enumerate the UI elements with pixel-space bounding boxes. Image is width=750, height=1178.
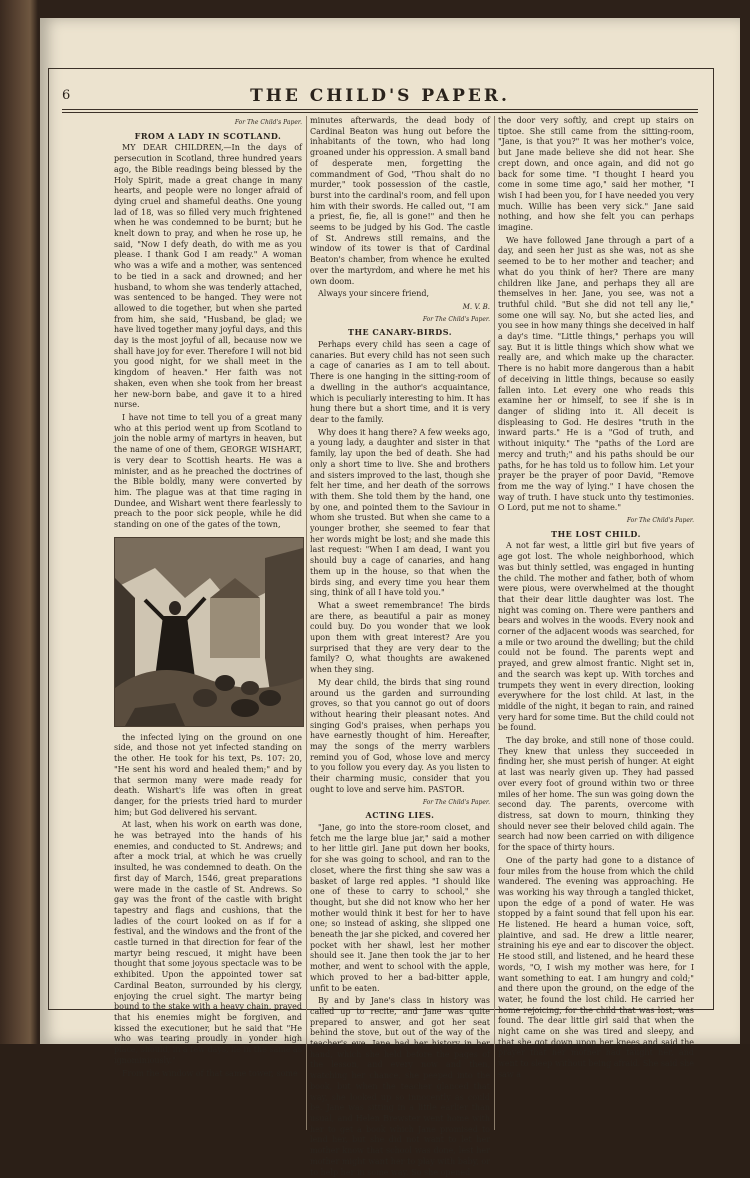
paragraph: I have not time to tell you of a great many who at this period went up from Scotland to join the noble army of martyrs in heaven, but the name of one of them, GEORGE WISHART, is very dear to Scottish hearts. He was a minister, and as he preached the doctrines of the Bible boldly, many were converted by him. The plague was at that time raging in Dundee, and Wishart went there fearlessly to preach to the poor sick people, while he did standing on one of the gates of the town, (114, 412, 302, 530)
paragraph: What a sweet remembrance! The birds are there, as beautiful a pair as money could buy. Do you wonder that we look upon them with great interest? Are you surprised that they are very dear to the family? O, what thoughts are awakened when they sing. (310, 600, 490, 675)
column-right (498, 116, 694, 1130)
credit-line: For The Child's Paper. (422, 315, 490, 323)
martyr-engraving (114, 537, 304, 727)
header-rule (62, 109, 698, 110)
paragraph: We have followed Jane through a part of a day, and seen her just as she was, not as she seemed to be to her mother and teacher; and what do you think of her? There are many children like Jane, and perhaps they all are themselves in her. Jane, you see, was not a truthful child. "But she did not tell any lie," some one will say. No, but she acted lies, and you see in how many things she deceived in half a day's time. "Little things," perhaps you will say. But it is little things which show what we really are, and which make up the character. There is no habit more dangerous than a habit of deceiving in little things, because so easily fallen into. Let every one who reads this examine her or himself, to see if she is in danger of sliding into it. All deceit is displeasing to God. He desires "truth in the inward parts." He is a "God of truth, and without iniquity." The "paths of the Lord are mercy and truth;" and his paths should be our paths, for he has told us to follow him. Let your prayer be the prayer of poor David, "Remove from me the way of lying." I have chosen the way of truth. I have stuck unto thy testimonies. O Lord, put me not to shame." (498, 235, 694, 513)
credit-line: For The Child's Paper. (234, 119, 302, 126)
paragraph: "Jane, go into the store-room closet, and fetch me the large blue jar," said a mother to her little girl. Jane put down her books, for she was going to school, and ran to the closet, where the first thing she saw was a basket of large red apples. "I should like one of these to carry to school," she thought, but she did not know who her her mother would think it best for her to have one; so instead of asking, she slipped one beneath the jar she picked, and covered her pocket with her shawl, lest her mother should see it. Jane then took the jar to her mother, and went to school with the apple, which proved to her a bad-bitter apple, unfit to be eaten. (310, 823, 490, 993)
column-divider-2 (494, 116, 495, 1130)
paragraph: From the window of that same tower, some (122, 1068, 298, 1078)
header-rule-double (62, 112, 698, 113)
article-heading: FROM A LADY IN SCOTLAND. (134, 130, 282, 141)
paragraph: the infected lying on the ground on one side, and those not yet infected standing on the other. He took for his text, Ps. 107: 20, "He sent his word and healed them;" and by that sermon many were made ready for death. Wishart's life was often in great danger, for the priests tried hard to murder him; but God delivered his servant. (114, 732, 302, 817)
signature: M. V. B. (462, 302, 490, 311)
running-header (62, 86, 698, 110)
article-heading: THE CANARY-BIRDS. (348, 327, 452, 338)
paragraph: At last, when his work on earth was done, he was betrayed into the hands of his enemies, and conducted to St. Andrews; and after a mock trial, at which he was cruelly insulted, he was condemned to death. On the first day of March, 1546, great preparations were made in the castle of St. Andrews. So gay was the front of the castle with bright tapestry and flags and cushions, that the ladies of the court looked on as if for a festival, and the windows and the front of the castle turned in that direction for fear of the martyr being rescued, it might have been thought that some joyous spectacle was to be exhibited. Upon the appointed tower sat Cardinal Beaton, surrounded by his clergy, enjoying the cruel sight. The martyr being bound to the stake with a heavy chain, prayed that his enemies might be forgiven, and kissed the executioner, but he said that "He who was tearing proudly in yonder high place, should, in a few days, lie in the same as ignominiously." (114, 820, 302, 1065)
paragraph: MY DEAR CHILDREN,—In the days of persecution in Scotland, three hundred years ago, the Bible readings being blessed by the Holy Spirit, made a great change in many hearts, and people were no longer afraid of dying cruel and shameful deaths. One young lad of 18, was so filled very much frightened when he was condemned to be burnt; but he knelt down to pray, and when he rose up, he said, "Now I defy death, do with me as you please. I thank God I am ready." A woman who was a wife and a mother, was sentenced to be tied in a sack and drowned; and her husband, to whom she was tenderly attached, was sentenced to be hanged. They were not allowed to die together, but when she parted from him, she said, "Husband, be glad; we have lived together many joyful days, and this day is the most joyful of all, because now we shall have joy for ever. Therefore I will not bid you good night, for we shall meet in the kingdom of heaven." Her faith was not shaken, even when she took from her breast her new-born babe, and gave it to a hired nurse. (114, 143, 302, 410)
paragraph: The day broke, and still none of those could. They knew that unless they succeeded in finding her, she must perish of hunger. At eight at last was nearly given up. They had passed over every foot of ground within two or three miles of her home. The sun was going down the second day. The parents, overcome with distress, sat down to mourn, thinking they should never see their beloved child again. The search had now been carried on with diligence for the space of thirty hours. (498, 736, 694, 853)
paragraph: Perhaps every child has seen a cage of canaries. But every child has not seen such a cage of canaries as I am to tell about. There is one hanging in the sitting-room of a dwelling in the author's acquaintance, which is peculiarly interesting to him. It has hung there but a short time, and it is very dear to the family. (310, 340, 490, 424)
article-heading: THE LOST CHILD. (551, 528, 641, 539)
paragraph: Always your sincere friend, (318, 289, 430, 299)
paragraph: A not far west, a little girl but five years of age got lost. The whole neighborhood, which was but thinly settled, was engaged in hunting the child. The mother and father, both of whom were pious, were overwhelmed at the thought that their dear little daughter was lost. The night was coming on. There were panthers and bears and wolves in the woods. Every nook and corner of the adjacent woods was searched, for a mile or two around the dwelling; but the child could not be found. The parents wept and prayed, and grew almost frantic. Night set in, and the search was kept up. With torches and trumpets they went in every direction, looking everywhere for the lost child. At last, in the middle of the night, it began to rain, and rained very hard for some time. But the child could not be found. (498, 541, 694, 733)
credit-line: For The Child's Paper. (422, 798, 490, 806)
paragraph: One of the party had gone to a distance of four miles from the house from which the child wandered. The evening was approaching. He was working his way through a tangled thicket, upon the edge of a pond of water. He was stopped by a faint sound that fell upon his ear. He listened. He heard a human voice, soft, plaintive, and sad. He drew a little nearer, straining his eye and ear to discover the object. He stood still, and listened, and he heard these words, "O, I wish my mother was here, for I want something to eat. I am hungry and cold;" and there upon the ground, on the edge of the water, he found the lost child. He carried her home rejoicing, for the child that was lost, was found. The dear little girl said that when the night came on she was tired and sleepy, and that she got down upon her knees and said the prayer that her mother had taught her, and went to sleep without being afraid. She said she saw a (498, 855, 694, 1079)
paragraph: minutes afterwards, the dead body of Cardinal Beaton was hung out before the inhabitants of the town, who had long groaned under his oppression. A small band of desperate men, forgetting the commandment of God, "Thou shalt do no murder," took possession of the castle, burst into the cardinal's room, and fell upon him with their swords. He called out, "I am a priest, fie, fie, all is gone!" and then he seems to be judged by his God. The castle of St. Andrews still remains, and the window of its tower is that of Cardinal Beaton's chamber, from whence he exulted over the martyrdom, and where he met his own doom. (310, 116, 490, 286)
column-divider-1 (306, 116, 307, 1130)
credit-line: For The Child's Paper. (626, 517, 694, 525)
page-number: 6 (62, 88, 71, 103)
column-middle (310, 116, 490, 1177)
paragraph: By and by Jane's class in history was called up to recite, and Jane was quite prepared to answer, and got her seat behind the stove, but out of the way of the teacher's eye. Jane had her history in her hand, which she held before the pages of the lesson, and every now and then, watching her chance, she peeped into the book, but when the teacher glanced that way, she looked up so innocently as could be. Jane was sitting in a little earlier than usual, and Helen Brewster went home with her to get a book which Jane promised to lend her, but she did not want to let her mother know that school was done, lest her mother might want her to play with baby, or to help her in some way. So she opened (310, 996, 490, 1177)
article-heading: ACTING LIES. (365, 810, 435, 821)
journal-title: THE CHILD'S PAPER. (250, 86, 510, 106)
paragraph: the door very softly, and crept up stairs on tiptoe. She still came from the sitting-room, "Jane, is that you?" It was her mother's voice, but Jane made believe she did not hear. She crept down, and once again, and did not go back for some time. "I thought I heard you come in some time ago," said her mother, "I wish I had been you, for I have needed you very much. Willie has been very sick." Jane said nothing, and how she felt you can perhaps imagine. (498, 116, 694, 233)
column-left (114, 116, 302, 1130)
paragraph: My dear child, the birds that sing round around us the garden and surrounding groves, so that you cannot go out of doors without hearing their pleasant notes. And singing God's praises, when perhaps you have earnestly thought of him. Hereafter, may the songs of the merry warblers remind you of God, whose love and mercy to you follow you every day. As you listen to their charming music, consider that you ought to love and serve him. PASTOR. (310, 677, 490, 794)
paragraph: Why does it hang there? A few weeks ago, a young lady, a daughter and sister in that family, lay upon the bed of death. She had only a short time to live. She and brothers and sisters improved to the last, though she felt her time, and her death of the sorrows with them. She told them by the hand, one by one, and pointed them to the Saviour in whom she trusted. But when she came to a younger brother, she seemed to fear that her words might be lost; and she made this last request: "When I am dead, I want you should buy a cage of canaries, and hang them up in the house, so that when the birds sing, and every time you hear them sing, think of all I have told you." (310, 427, 490, 598)
